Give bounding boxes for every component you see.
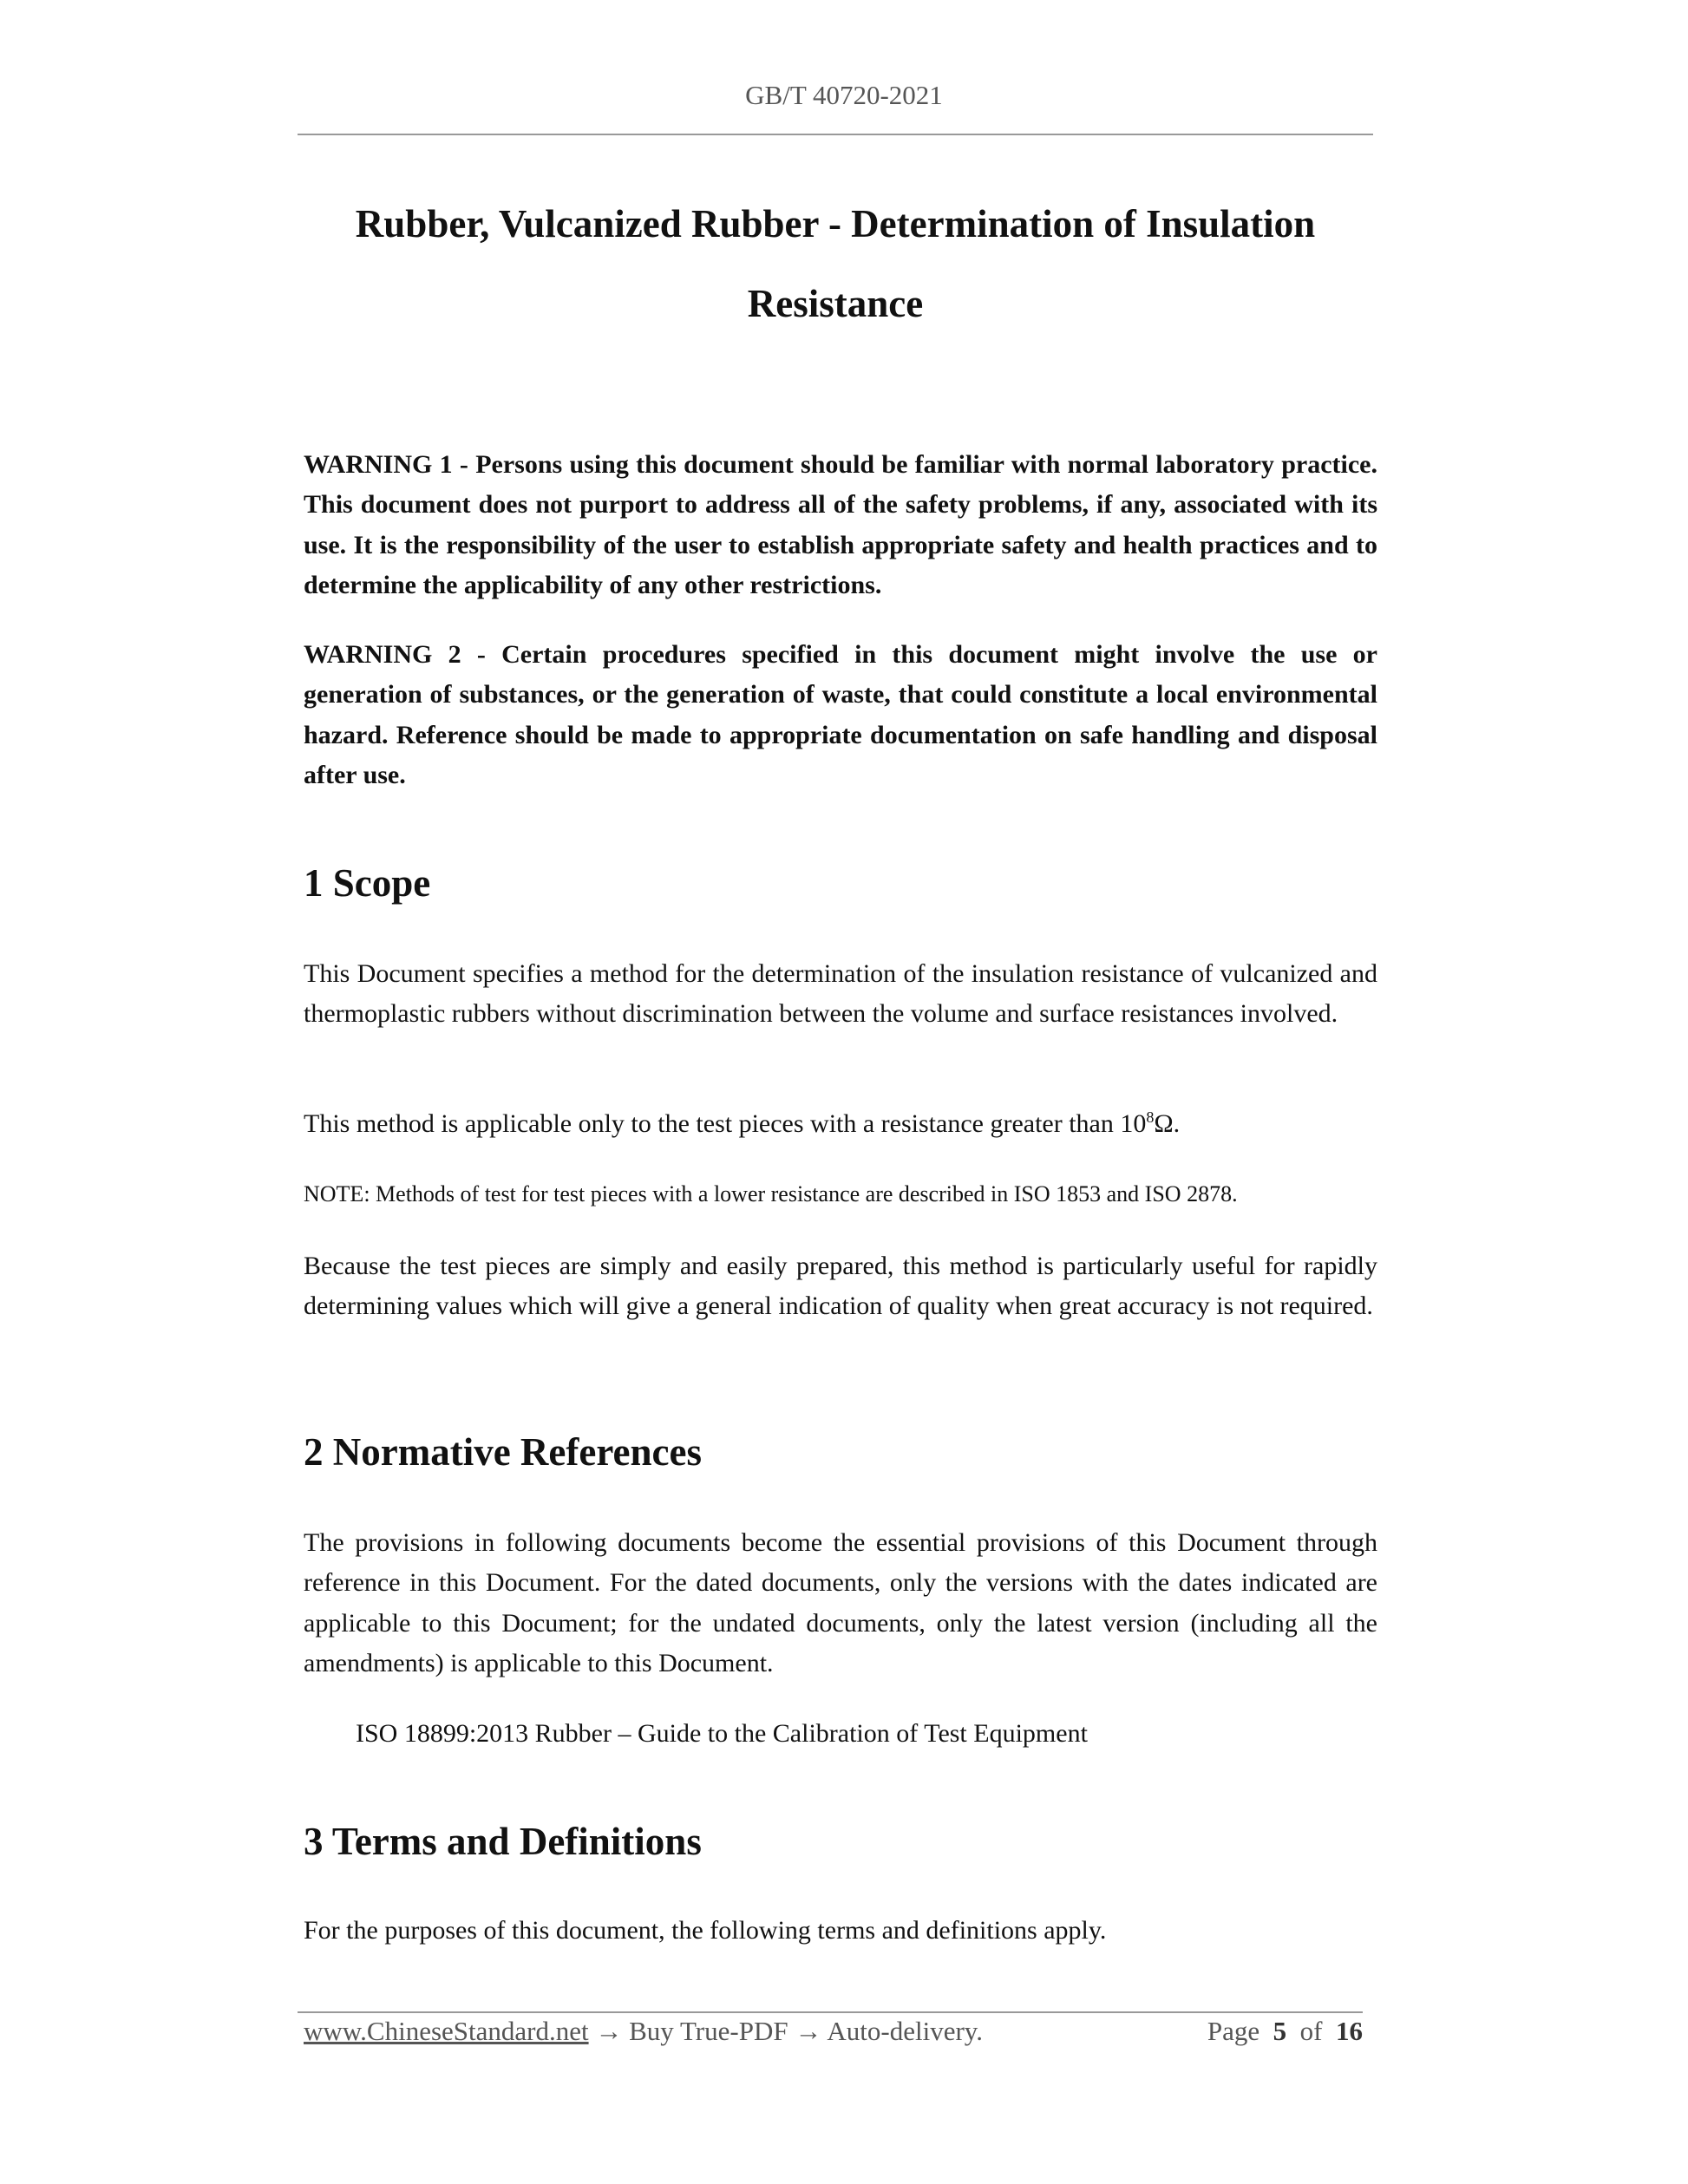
total-pages: 16 xyxy=(1336,2016,1363,2046)
buy-text: Buy True-PDF xyxy=(629,2016,788,2046)
p2-unit: Ω. xyxy=(1154,1109,1181,1138)
arrow-right-icon: → xyxy=(795,2016,822,2046)
reference-item: ISO 18899:2013 Rubber – Guide to the Calibration of Test Equipment xyxy=(356,1719,1088,1748)
page-number xyxy=(1207,2016,1363,2047)
current-page: 5 xyxy=(1273,2016,1287,2046)
terms-paragraph: For the purposes of this document, the following terms and definitions apply. xyxy=(304,1916,1107,1945)
scope-note: NOTE: Methods of test for test pieces with a lower resistance are described in ISO 1853 and ISO 2878. xyxy=(304,1181,1238,1206)
p2-text: This method is applicable only to the test pieces with a resistance greater than 10 xyxy=(304,1109,1147,1138)
document-id-header: GB/T 40720-2021 xyxy=(745,80,943,110)
website-link[interactable]: www.ChineseStandard.net xyxy=(304,2016,589,2046)
arrow-right-icon: → xyxy=(595,2016,623,2046)
scope-paragraph-1: This Document specifies a method for the determination of the insulation resistance of vulcanized and thermoplastic rubbers without discrimination between the volume and surface resistances involved. xyxy=(304,959,1377,1029)
document-title: Rubber, Vulcanized Rubber - Determination of Insulation Resistance xyxy=(355,202,1316,325)
section-heading-normative-references: 2 Normative References xyxy=(304,1430,702,1474)
of-label: of xyxy=(1299,2016,1323,2046)
scope-paragraph-2 xyxy=(304,1104,1377,1144)
warning-2: WARNING 2 - Certain procedures specified in this document might involve the use or generation of substances, or the generation of waste, that could constitute a local environmental hazard. Reference should be made to appropriate documentation on safe handling and disposal after use. xyxy=(304,640,1377,789)
header-divider xyxy=(298,134,1373,135)
auto-delivery-text: Auto-delivery. xyxy=(827,2016,984,2046)
scope-paragraph-3: Because the test pieces are simply and easily prepared, this method is particularly useful for rapidly determining values which will give a general indication of quality when great accuracy is not required. xyxy=(304,1252,1377,1321)
page-label: Page xyxy=(1207,2016,1260,2046)
section-heading-scope: 1 Scope xyxy=(304,861,431,905)
footer-divider xyxy=(298,2011,1363,2013)
warning-1: WARNING 1 - Persons using this document should be familiar with normal laboratory practice. This document does not purport to address all of the safety problems, if any, associated with its use. It is the responsibility of the user to establish appropriate safety and health practices and to determine the applicability of any other restrictions. xyxy=(304,450,1377,599)
section-heading-terms: 3 Terms and Definitions xyxy=(304,1820,702,1863)
normative-references-paragraph: The provisions in following documents become the essential provisions of this Document through reference in this Document. For the dated documents, only the versions with the dates indicated are applicable to this Document; for the undated documents, only the latest version (including all the amendments) is applicable to this Document. xyxy=(304,1528,1377,1677)
footer-promo xyxy=(304,2016,983,2047)
p2-exponent: 8 xyxy=(1146,1108,1155,1126)
